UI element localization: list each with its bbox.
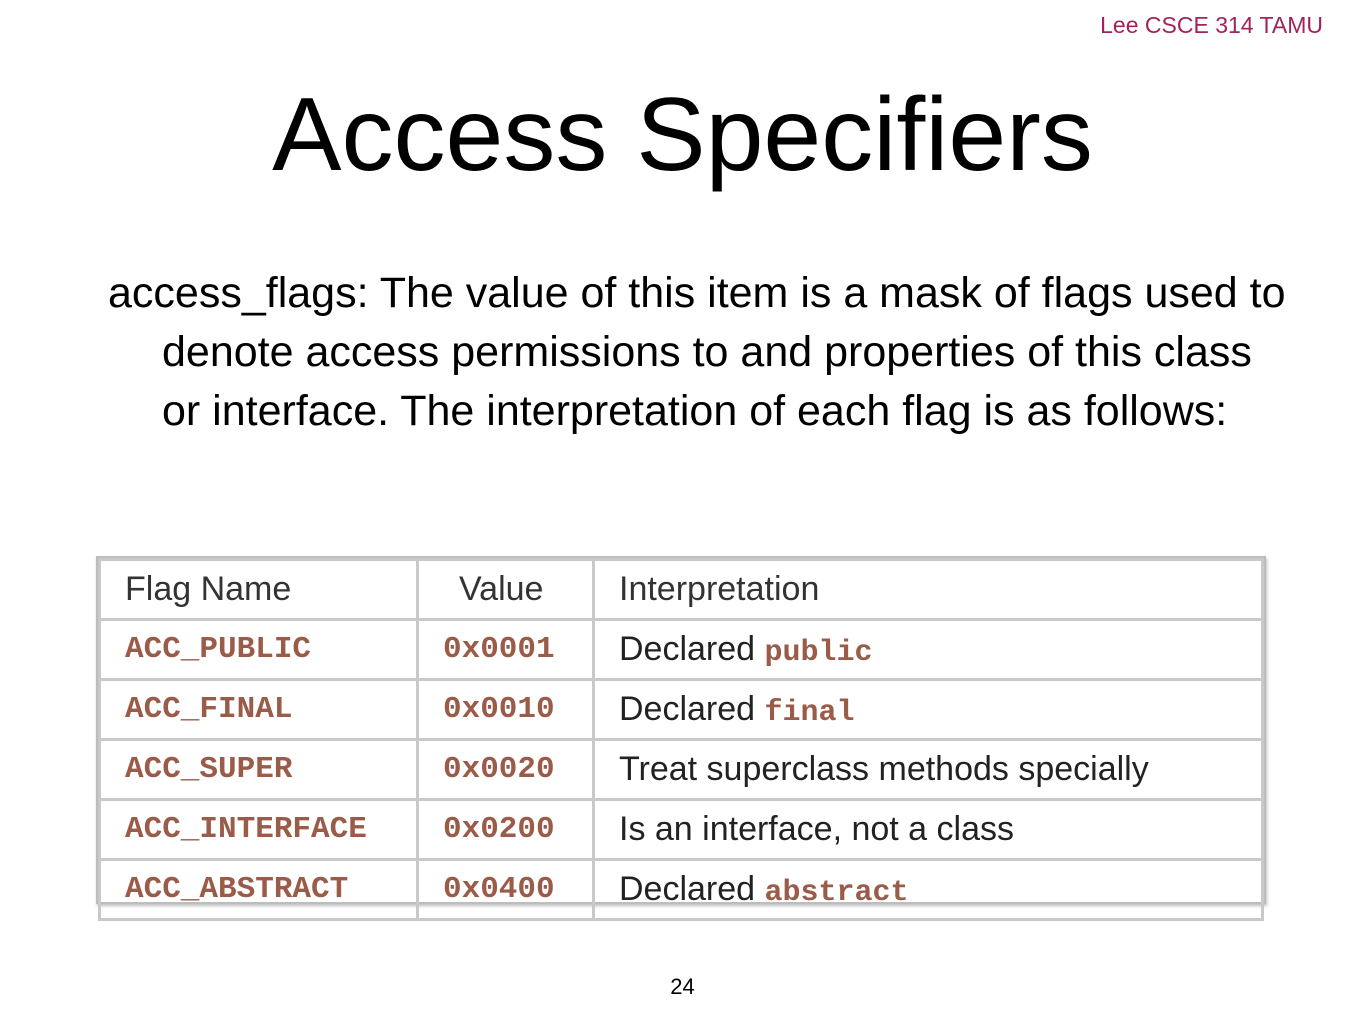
flag-name-cell: ACC_INTERFACE bbox=[100, 800, 418, 860]
interpretation-text: Declared bbox=[619, 869, 765, 908]
access-flags-table bbox=[96, 556, 1266, 910]
flag-value-cell: 0x0200 bbox=[418, 800, 594, 860]
interpretation-text: Is an interface, not a class bbox=[619, 809, 1014, 848]
interpretation-text: Declared bbox=[619, 629, 765, 668]
flags-table bbox=[98, 558, 1264, 921]
flag-value-cell: 0x0001 bbox=[418, 620, 594, 680]
table-header-row bbox=[100, 560, 1263, 620]
flag-value-cell: 0x0010 bbox=[418, 680, 594, 740]
flag-name-cell: ACC_PUBLIC bbox=[100, 620, 418, 680]
interpretation-cell bbox=[594, 800, 1263, 860]
flag-name-cell: ACC_ABSTRACT bbox=[100, 860, 418, 920]
interpretation-cell bbox=[594, 860, 1263, 920]
table-row bbox=[100, 860, 1263, 920]
interpretation-keyword: public bbox=[764, 635, 873, 670]
header-note: Lee CSCE 314 TAMU bbox=[1100, 12, 1323, 38]
table-row bbox=[100, 740, 1263, 800]
flag-name-cell: ACC_SUPER bbox=[100, 740, 418, 800]
header-interpretation: Interpretation bbox=[594, 560, 1263, 620]
interpretation-text: Declared bbox=[619, 689, 765, 728]
interpretation-cell bbox=[594, 680, 1263, 740]
slide-title: Access Specifiers bbox=[272, 77, 1093, 193]
table-row bbox=[100, 620, 1263, 680]
flag-value-cell: 0x0400 bbox=[418, 860, 594, 920]
flag-value-cell: 0x0020 bbox=[418, 740, 594, 800]
interpretation-keyword: abstract bbox=[764, 875, 909, 910]
table-row bbox=[100, 680, 1263, 740]
flag-name-cell: ACC_FINAL bbox=[100, 680, 418, 740]
page-number: 24 bbox=[670, 974, 695, 999]
table-row bbox=[100, 800, 1263, 860]
header-flag-name: Flag Name bbox=[100, 560, 418, 620]
interpretation-cell bbox=[594, 620, 1263, 680]
interpretation-cell bbox=[594, 740, 1263, 800]
interpretation-keyword: final bbox=[764, 695, 855, 730]
header-value: Value bbox=[418, 560, 594, 620]
body-paragraph: access_flags: The value of this item is a mask of flags used to denote access permissions to and properties of this class or interface. The interpretation of each flag is as follows: bbox=[108, 269, 1286, 435]
interpretation-text: Treat superclass methods specially bbox=[619, 749, 1149, 788]
